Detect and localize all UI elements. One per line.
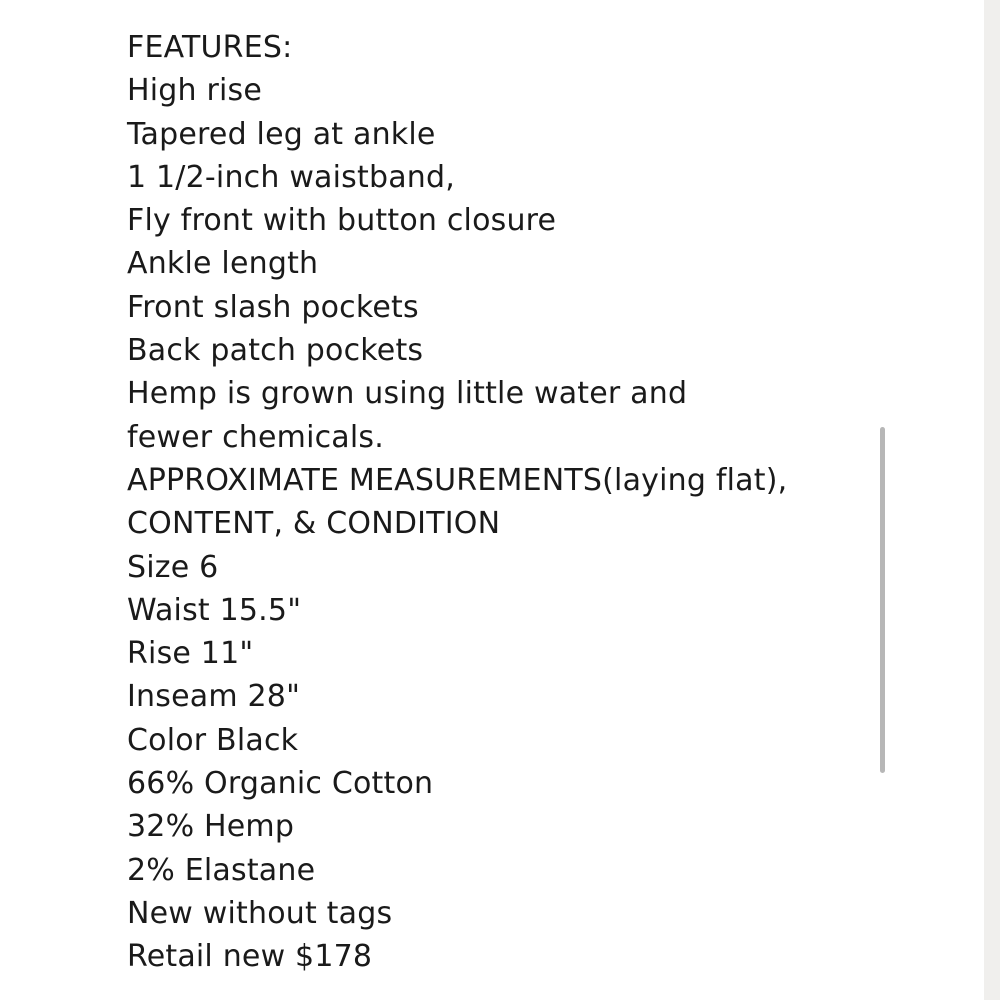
feature-line: Hemp is grown using little water and xyxy=(127,376,688,412)
content-line: 66% Organic Cotton xyxy=(127,766,434,802)
feature-line: Fly front with button closure xyxy=(127,203,557,239)
feature-line: Front slash pockets xyxy=(127,289,419,325)
feature-line: fewer chemicals. xyxy=(127,419,384,455)
content-line: 2% Elastane xyxy=(127,852,316,888)
vertical-scrollbar[interactable] xyxy=(880,427,885,773)
size-line: Size 6 xyxy=(127,549,219,585)
inseam-line: Inseam 28" xyxy=(127,679,301,715)
feature-line: 1 1/2-inch waistband, xyxy=(127,159,455,195)
waist-line: Waist 15.5" xyxy=(127,592,302,628)
content-line: 32% Hemp xyxy=(127,809,295,845)
feature-line: Ankle length xyxy=(127,246,319,282)
measurements-heading: APPROXIMATE MEASUREMENTS(laying flat), xyxy=(127,462,788,498)
condition-line: New without tags xyxy=(127,895,393,931)
color-line: Color Black xyxy=(127,722,299,758)
feature-line: High rise xyxy=(127,73,263,109)
retail-price-line: Retail new $178 xyxy=(127,939,373,975)
measurements-heading: CONTENT, & CONDITION xyxy=(127,506,501,542)
product-description-text xyxy=(127,26,887,979)
features-heading: FEATURES: xyxy=(127,30,293,65)
feature-line: Back patch pockets xyxy=(127,333,424,369)
feature-line: Tapered leg at ankle xyxy=(127,116,436,152)
rise-line: Rise 11" xyxy=(127,636,254,672)
